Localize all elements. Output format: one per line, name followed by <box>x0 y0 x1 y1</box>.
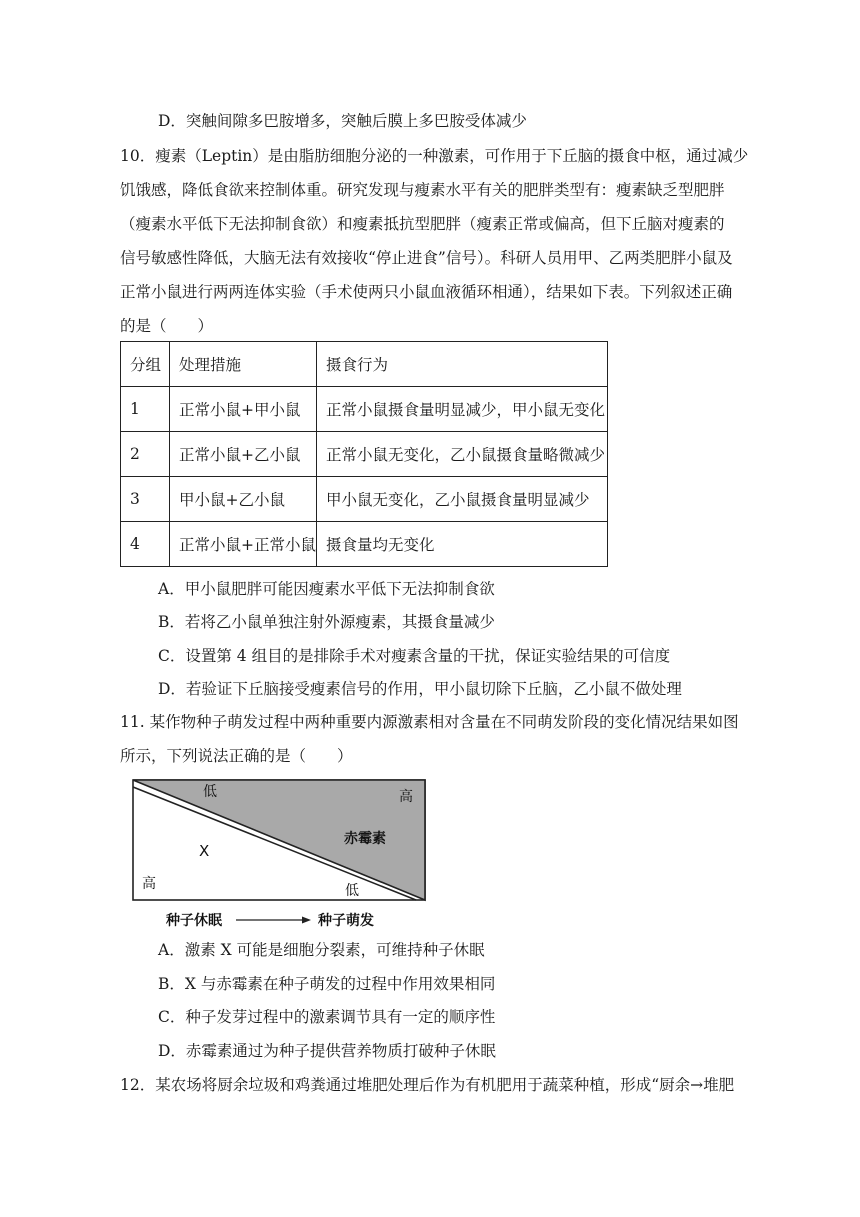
q10-option-a: A．甲小鼠肥胖可能因瘦素水平低下无法抑制食欲 <box>158 580 495 598</box>
table-cell: 3 <box>121 477 170 522</box>
label-low-bottom: 低 <box>345 883 359 899</box>
q10-stem-line: 的是（ ） <box>120 317 214 335</box>
q10-option-b: B．若将乙小鼠单独注射外源瘦素，其摄食量减少 <box>158 613 495 631</box>
q10-stem-line: （瘦素水平低下无法抑制食欲）和瘦素抵抗型肥胖（瘦素正常或偏高，但下丘脑对瘦素的 <box>120 215 725 233</box>
q11-option-b: B．X 与赤霉素在种子萌发的过程中作用效果相同 <box>158 975 496 993</box>
table-header-row <box>121 342 608 387</box>
table-row <box>121 477 608 522</box>
q10-option-d: D．若验证下丘脑接受瘦素信号的作用，甲小鼠切除下丘脑，乙小鼠不做处理 <box>158 680 682 698</box>
axis-label-germination: 种子萌发 <box>318 913 374 929</box>
q11-option-d: D．赤霉素通过为种子提供营养物质打破种子休眠 <box>158 1042 496 1060</box>
axis-label-dormancy: 种子休眠 <box>166 913 222 929</box>
q10-stem-line: 信号敏感性降低，大脑无法有效接收“停止进食”信号）。科研人员用甲、乙两类肥胖小鼠及 <box>120 249 733 267</box>
table-row <box>121 522 608 567</box>
table-cell: 甲小鼠+乙小鼠 <box>170 477 317 522</box>
label-high-bottom: 高 <box>142 876 156 892</box>
table-cell: 甲小鼠无变化，乙小鼠摄食量明显减少 <box>317 477 608 522</box>
table-cell: 正常小鼠无变化，乙小鼠摄食量略微减少 <box>317 432 608 477</box>
q12-stem-line: 12．某农场将厨余垃圾和鸡粪通过堆肥处理后作为有机肥用于蔬菜种植，形成“厨余→堆肥 <box>120 1076 735 1094</box>
q11-stem-line: 11. 某作物种子萌发过程中两种重要内源激素相对含量在不同萌发阶段的变化情况结果如图 <box>120 713 739 731</box>
axis-arrow-head <box>302 917 311 924</box>
label-low-top: 低 <box>203 784 217 800</box>
table-row <box>121 387 608 432</box>
hormone-figure <box>128 774 432 934</box>
q10-results-table <box>120 341 608 567</box>
table-cell: 正常小鼠摄食量明显减少，甲小鼠无变化 <box>317 387 608 432</box>
q11-option-c: C．种子发芽过程中的激素调节具有一定的顺序性 <box>158 1008 496 1026</box>
table-row <box>121 432 608 477</box>
label-high-top: 高 <box>399 789 413 805</box>
table-cell: 正常小鼠+乙小鼠 <box>170 432 317 477</box>
q10-stem-line: 正常小鼠进行两两连体实验（手术使两只小鼠血液循环相通），结果如下表。下列叙述正确 <box>120 283 733 301</box>
q10-stem-line: 饥饿感，降低食欲来控制体重。研究发现与瘦素水平有关的肥胖类型有：瘦素缺乏型肥胖 <box>120 181 725 199</box>
table-cell: 4 <box>121 522 170 567</box>
header-cell-treatment: 处理措施 <box>170 342 317 387</box>
header-cell-group: 分组 <box>121 342 170 387</box>
q11-stem-line: 所示，下列说法正确的是（ ） <box>120 747 353 765</box>
q9-option-d: D．突触间隙多巴胺增多，突触后膜上多巴胺受体减少 <box>158 112 527 130</box>
label-gibberellin: 赤霉素 <box>344 831 386 847</box>
table-cell: 2 <box>121 432 170 477</box>
table-cell: 正常小鼠+正常小鼠 <box>170 522 317 567</box>
q11-option-a: A．激素 X 可能是细胞分裂素，可维持种子休眠 <box>158 941 485 959</box>
table-cell: 1 <box>121 387 170 432</box>
label-x: X <box>199 842 210 860</box>
table-cell: 正常小鼠+甲小鼠 <box>170 387 317 432</box>
q10-stem-line: 10．瘦素（Leptin）是由脂肪细胞分泌的一种激素，可作用于下丘脑的摄食中枢，通过减少 <box>120 147 749 165</box>
q10-option-c: C．设置第 4 组目的是排除手术对瘦素含量的干扰，保证实验结果的可信度 <box>158 647 671 665</box>
table-cell: 摄食量均无变化 <box>317 522 608 567</box>
header-cell-behavior: 摄食行为 <box>317 342 608 387</box>
